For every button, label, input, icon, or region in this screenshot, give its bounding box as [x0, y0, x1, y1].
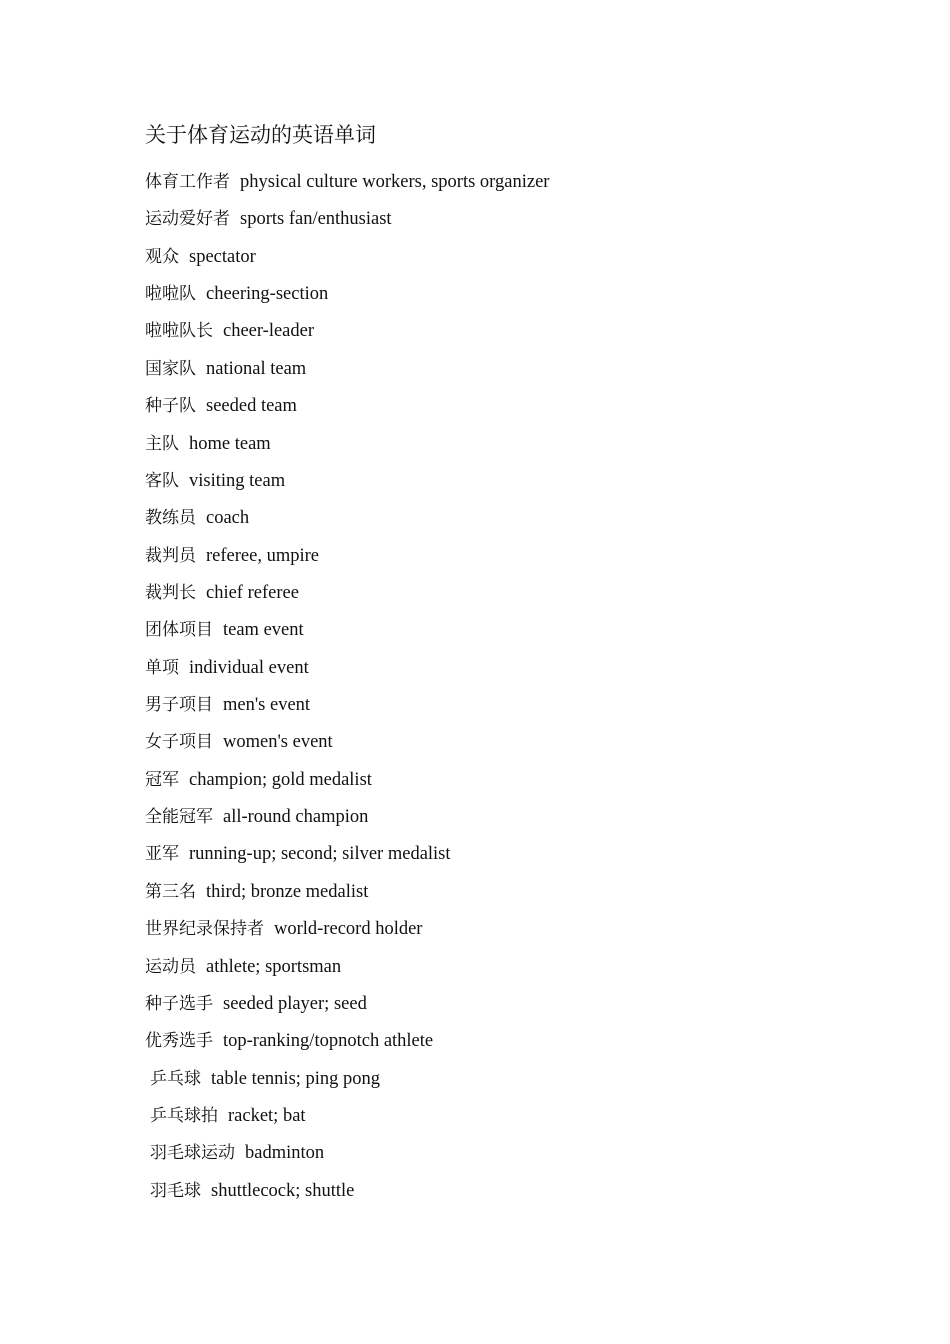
chinese-term: 客队	[145, 470, 179, 491]
chinese-term: 啦啦队长	[145, 321, 213, 342]
chinese-term: 裁判员	[145, 545, 196, 566]
vocabulary-list	[145, 168, 905, 1214]
chinese-term: 体育工作者	[145, 172, 230, 192]
chinese-term: 单项	[145, 657, 179, 678]
vocabulary-entry	[145, 1139, 905, 1176]
vocabulary-entry	[145, 542, 905, 579]
vocabulary-entry	[145, 840, 905, 877]
vocabulary-entry	[145, 1102, 905, 1139]
vocabulary-entry	[145, 504, 905, 541]
vocabulary-entry	[145, 355, 905, 392]
chinese-term: 裁判长	[145, 582, 196, 603]
english-translation: seeded player; seed	[223, 993, 367, 1014]
chinese-term: 团体项目	[145, 620, 213, 641]
vocabulary-entry	[145, 766, 905, 803]
vocabulary-entry	[145, 168, 905, 205]
chinese-term: 亚军	[145, 844, 179, 865]
chinese-term: 全能冠军	[145, 807, 213, 828]
english-translation: all-round champion	[223, 807, 369, 828]
vocabulary-entry	[145, 878, 905, 915]
english-translation: shuttlecock; shuttle	[211, 1180, 355, 1201]
english-translation: sports fan/enthusiast	[240, 209, 392, 230]
vocabulary-entry	[145, 803, 905, 840]
chinese-term: 国家队	[145, 358, 196, 379]
vocabulary-entry	[145, 915, 905, 952]
english-translation: coach	[206, 508, 250, 529]
vocabulary-entry	[145, 392, 905, 429]
vocabulary-entry	[145, 1065, 905, 1102]
english-translation: seeded team	[206, 396, 297, 417]
vocabulary-entry	[145, 467, 905, 504]
vocabulary-entry	[145, 691, 905, 728]
chinese-term: 女子项目	[145, 732, 213, 753]
english-translation: cheer-leader	[223, 321, 315, 342]
chinese-term: 运动员	[145, 956, 196, 977]
chinese-term: 种子选手	[145, 993, 213, 1014]
vocabulary-entry	[145, 205, 905, 242]
chinese-term: 观众	[145, 246, 179, 267]
chinese-term: 乒乓球	[150, 1068, 201, 1089]
english-translation: national team	[206, 358, 307, 379]
vocabulary-entry	[145, 1177, 905, 1214]
english-translation: visiting team	[189, 470, 286, 491]
chinese-term: 种子队	[145, 396, 196, 417]
chinese-term: 主队	[145, 433, 179, 454]
english-translation: team event	[223, 620, 304, 641]
english-translation: athlete; sportsman	[206, 956, 342, 977]
chinese-term: 运动爱好者	[145, 209, 230, 230]
chinese-term: 乒乓球拍	[150, 1105, 218, 1126]
chinese-term: 第三名	[145, 881, 196, 902]
vocabulary-entry	[145, 654, 905, 691]
chinese-term: 啦啦队	[145, 284, 196, 305]
english-translation: racket; bat	[228, 1105, 306, 1126]
english-translation: table tennis; ping pong	[211, 1068, 381, 1089]
chinese-term: 羽毛球	[150, 1180, 201, 1201]
vocabulary-entry	[145, 579, 905, 616]
chinese-term: 冠军	[145, 769, 179, 790]
vocabulary-entry	[145, 317, 905, 354]
page-title: 关于体育运动的英语单词	[145, 123, 376, 147]
chinese-term: 羽毛球运动	[150, 1143, 235, 1164]
english-translation: home team	[189, 433, 271, 454]
chinese-term: 世界纪录保持者	[145, 919, 264, 940]
english-translation: referee, umpire	[206, 545, 319, 566]
english-translation: third; bronze medalist	[206, 881, 369, 902]
english-translation: individual event	[189, 657, 309, 678]
english-translation: women's event	[223, 732, 333, 753]
vocabulary-entry	[145, 990, 905, 1027]
english-translation: cheering-section	[206, 284, 329, 305]
english-translation: chief referee	[206, 582, 299, 603]
english-translation: champion; gold medalist	[189, 769, 372, 790]
english-translation: spectator	[189, 246, 256, 267]
chinese-term: 教练员	[145, 508, 196, 529]
english-translation: running-up; second; silver medalist	[189, 844, 451, 865]
chinese-term: 男子项目	[145, 695, 213, 716]
english-translation: badminton	[245, 1143, 325, 1164]
vocabulary-entry	[145, 243, 905, 280]
vocabulary-entry	[145, 953, 905, 990]
chinese-term: 优秀选手	[145, 1031, 213, 1052]
english-translation: top-ranking/topnotch athlete	[223, 1031, 434, 1052]
english-translation: men's event	[223, 695, 311, 716]
english-translation: world-record holder	[274, 919, 423, 940]
english-translation: physical culture workers, sports organizer	[240, 172, 550, 192]
vocabulary-entry	[145, 280, 905, 317]
vocabulary-entry	[145, 430, 905, 467]
vocabulary-entry	[145, 1027, 905, 1064]
vocabulary-entry	[145, 728, 905, 765]
vocabulary-entry	[145, 616, 905, 653]
